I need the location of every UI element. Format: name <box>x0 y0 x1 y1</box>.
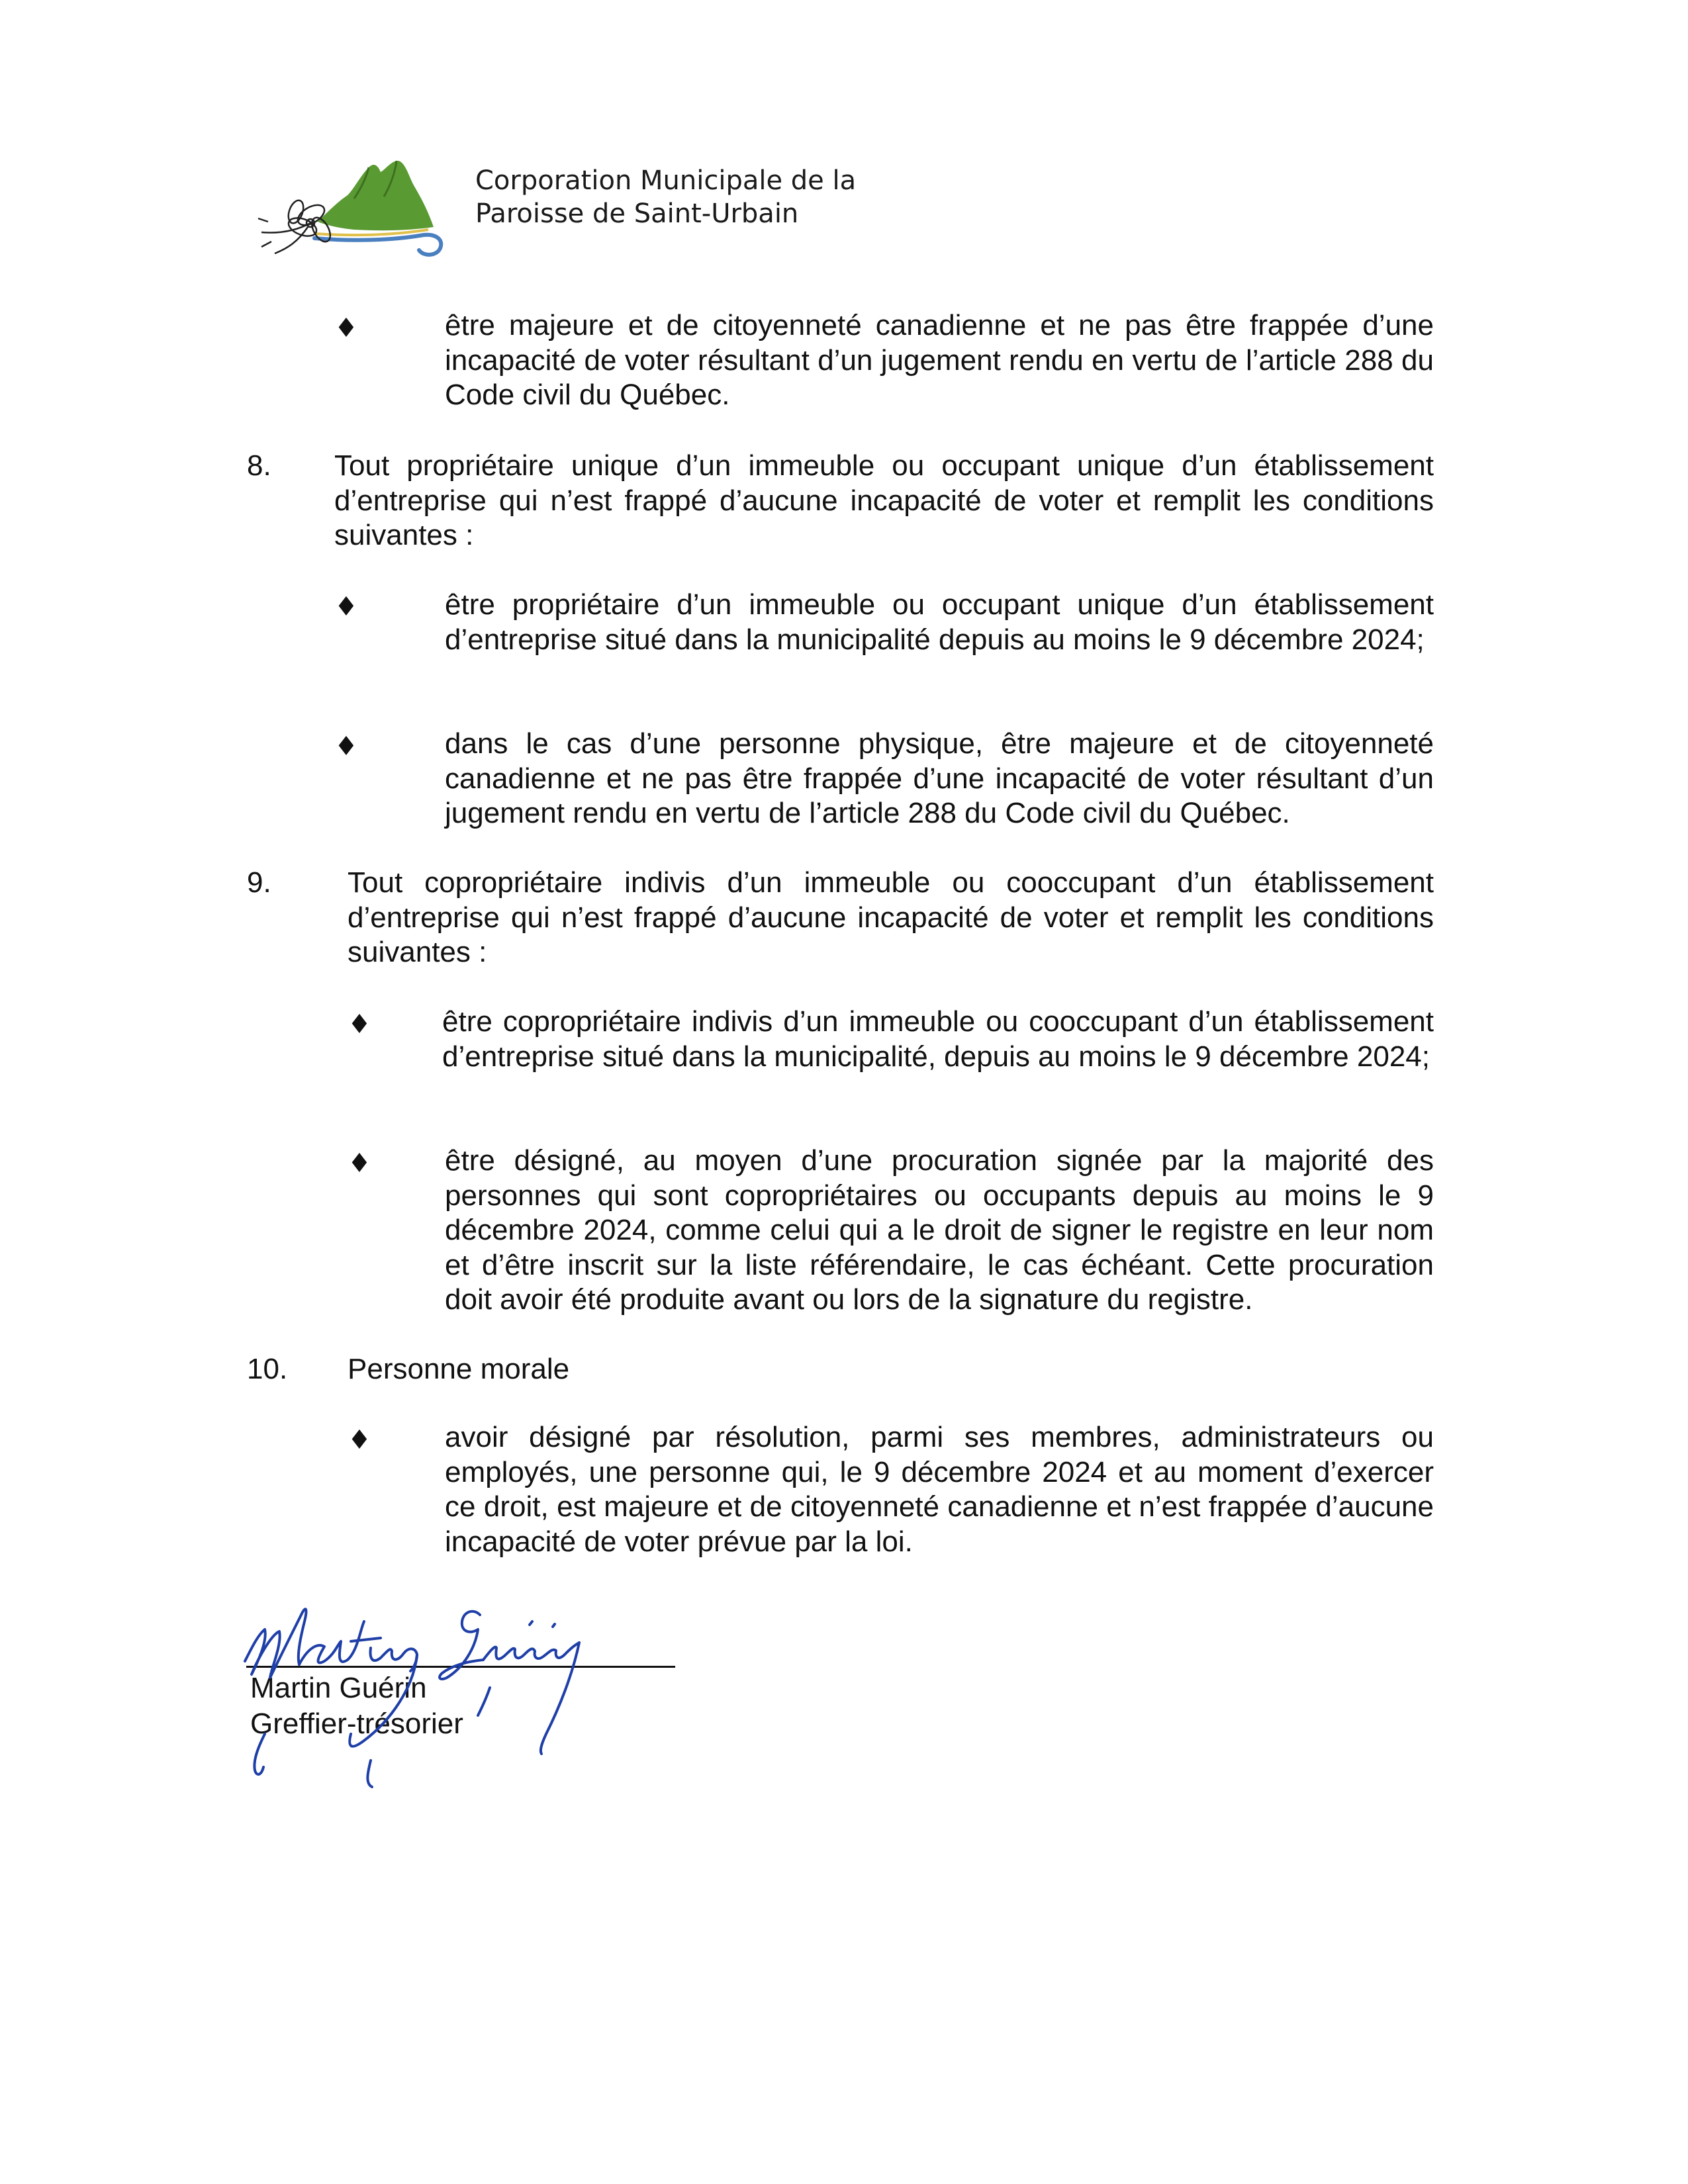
signatory-title: Greffier-trésorier <box>250 1707 463 1740</box>
item-text: Tout propriétaire unique d’un immeuble ou occupant unique d’un établissement d’entreprise qui n’est frappé d’aucune incapacité de voter et remplit les conditions suivantes : <box>334 449 1434 551</box>
handwritten-signature <box>218 1569 695 1794</box>
diamond-bullet-icon: ♦ <box>348 1425 371 1455</box>
diamond-bullet-icon: ♦ <box>334 731 358 762</box>
diamond-bullet-icon: ♦ <box>334 592 358 622</box>
item-number: 8. <box>247 449 271 482</box>
diamond-bullet-icon: ♦ <box>348 1009 371 1040</box>
item-bullet-text: être désigné, au moyen d’une procuration signée par la majorité des personnes qui sont copropriétaires ou occupants depuis au moins le 9 décembre 2024, comme celui qui a le droit de signer le registre en leur nom et d’être inscrit sur la liste référendaire, le cas échéant. Cette procuration doit avoir été produite avant ou lors de la signature du registre. <box>445 1144 1434 1316</box>
diamond-bullet-icon: ♦ <box>348 1148 371 1179</box>
item-bullet-text: dans le cas d’une personne physique, être majeure et de citoyenneté canadienne et ne pas être frappée d’une incapacité de voter résultant d’un jugement rendu en vertu de l’article 288 du Code civil du Québec. <box>445 727 1434 829</box>
signatory-name: Martin Guérin <box>250 1672 427 1704</box>
organization-name-line1: Corporation Municipale de la <box>475 165 857 196</box>
municipality-logo <box>255 149 453 268</box>
item-number: 9. <box>247 866 271 899</box>
item-bullet-text: être copropriétaire indivis d’un immeuble ou cooccupant d’un établissement d’entreprise situé dans la municipalité, depuis au moins le 9 décembre 2024; <box>442 1005 1434 1073</box>
organization-name <box>475 164 856 230</box>
item-text: Tout copropriétaire indivis d’un immeuble ou cooccupant d’un établissement d’entreprise qui n’est frappé d’aucune incapacité de voter et remplit les conditions suivantes : <box>348 866 1434 968</box>
organization-name-line2: Paroisse de Saint-Urbain <box>475 199 799 229</box>
item-text: Personne morale <box>348 1353 570 1385</box>
item-bullet-text: être propriétaire d’un immeuble ou occupant unique d’un établissement d’entreprise situé dans la municipalité depuis au moins le 9 décembre 2024; <box>445 588 1434 656</box>
diamond-bullet-icon: ♦ <box>334 313 358 343</box>
item-number: 10. <box>247 1353 288 1385</box>
item-bullet-text: avoir désigné par résolution, parmi ses membres, administrateurs ou employés, une personne qui, le 9 décembre 2024 et au moment d’exercer ce droit, est majeure et de citoyenneté canadienne et n’est frappée d’aucune incapacité de voter prévue par la loi. <box>445 1421 1434 1558</box>
intro-bullet-text: être majeure et de citoyenneté canadienne et ne pas être frappée d’une incapacité de voter résultant d’un jugement rendu en vertu de l’article 288 du Code civil du Québec. <box>445 309 1434 411</box>
